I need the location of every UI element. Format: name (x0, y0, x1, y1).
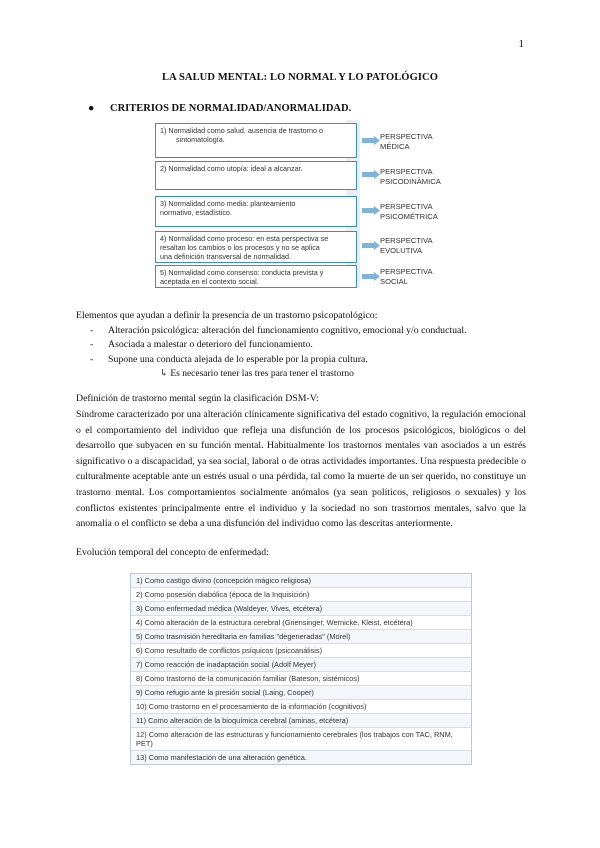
criteria-box-text: sintomatología. (176, 135, 225, 144)
list-item (76, 353, 467, 367)
criteria-heading-text: CRITERIOS DE NORMALIDAD/ANORMALIDAD. (110, 103, 352, 114)
definition-title: Definición de trastorno mental según la clasificación DSM-V: (76, 393, 319, 404)
dash: - (90, 339, 94, 351)
perspective-name: SOCIAL (380, 276, 408, 286)
perspective-name: MÉDICA (380, 141, 410, 151)
list-item (76, 338, 467, 352)
perspective-name: EVOLUTIVA (380, 245, 423, 255)
list-item-text: Asociada a malestar o deterioro del funcionamiento. (108, 339, 313, 351)
table-row: 3) Como enfermedad médica (Waldeyer, Vives, etcétera) (131, 602, 471, 616)
table-row: 12) Como alteración de las estructuras y funcionamiento cerebrales (los trabajos con TAC, RNM, PET) (131, 728, 471, 751)
elements-list (76, 324, 467, 367)
arrow-right-icon (362, 136, 380, 145)
table-row: 11) Como alteración de la bioquímica cerebral (aminas, etcétera) (131, 714, 471, 728)
criteria-box-text: 4) Normalidad como proceso: en esta perspectiva se (160, 234, 329, 243)
table-row: 13) Como manifestación de una alteración genética. (131, 751, 471, 764)
criteria-box-4 (155, 231, 357, 263)
arrow-right-icon (362, 170, 380, 179)
criteria-box-text: una definición transversal de normalidad. (160, 252, 292, 261)
perspective-label: PERSPECTIVA (380, 236, 433, 245)
perspective-1 (380, 132, 433, 151)
table-row: 4) Como alteración de la estructura cerebral (Griensinger, Wernicke, Kleist, etcétera) (131, 616, 471, 630)
arrow-right-icon (362, 272, 380, 281)
criteria-box-1 (155, 123, 357, 158)
table-row: 10) Como trastorno en el procesamiento de la información (cognitivos) (131, 700, 471, 714)
list-item-text: Alteración psicológica: alteración del funcionamiento cognitivo, emocional y/o conductual. (108, 325, 467, 336)
perspective-2 (380, 167, 441, 186)
evolution-title: Evolución temporal del concepto de enfermedad: (76, 547, 269, 558)
perspective-4 (380, 236, 433, 255)
perspective-5 (380, 267, 433, 286)
perspective-label: PERSPECTIVA (380, 202, 433, 211)
criteria-box-text: 3) Normalidad como media: planteamiento (160, 199, 296, 208)
dash: - (90, 353, 94, 365)
list-item-text: Supone una conducta alejada de lo esperable por la propia cultura. (108, 353, 368, 365)
perspective-label: PERSPECTIVA (380, 267, 433, 276)
perspective-label: PERSPECTIVA (380, 167, 433, 176)
criteria-heading (88, 103, 351, 114)
note: ↳ Es necesario tener las tres para tener el trastorno (160, 369, 354, 379)
table-row: 5) Como trasmisión hereditaria en familias "degeneradas" (Morel) (131, 630, 471, 644)
table-row: 9) Como refugio ante la presión social (Laing, Cooper) (131, 686, 471, 700)
dash: - (90, 325, 94, 336)
criteria-box-text: 5) Normalidad como consenso: conducta prevista y (160, 268, 324, 277)
evolution-table (130, 573, 472, 765)
perspective-3 (380, 202, 438, 221)
elements-intro: Elementos que ayudan a definir la presencia de un trastorno psicopatológico: (76, 310, 378, 321)
table-row: 8) Como trastorno de la comunicación familiar (Bateson, sistémicos) (131, 672, 471, 686)
criteria-box-text: aceptada en el contexto social. (160, 277, 259, 286)
perspective-label: PERSPECTIVA (380, 132, 433, 141)
page-title: LA SALUD MENTAL: LO NORMAL Y LO PATOLÓGICO (162, 72, 438, 83)
table-row: 7) Como reacción de inadaptación social (Adolf Meyer) (131, 658, 471, 672)
bullet-icon: ● (88, 103, 95, 114)
criteria-box-text: 2) Normalidad como utopía: ideal a alcanzar. (160, 164, 303, 173)
criteria-box-text: normativo, estadístico. (160, 208, 232, 217)
criteria-box-text: resaltan los cambios o los procesos y no se aplica (160, 243, 320, 252)
arrow-right-icon (362, 241, 380, 250)
perspective-name: PSICOMÉTRICA (380, 211, 438, 221)
criteria-box-text: 1) Normalidad como salud, ausencia de trastorno o (160, 126, 324, 135)
table-row: 2) Como posesión diabólica (época de la Inquisición) (131, 588, 471, 602)
criteria-box-5 (155, 265, 357, 288)
criteria-box-3 (155, 196, 357, 227)
criteria-box-2 (155, 161, 357, 190)
arrow-right-icon (362, 206, 380, 215)
definition-body: Síndrome caracterizado por una alteración clínicamente significativa del estado cognitivo, la regulación emocional o el comportamiento del individuo que refleja una disfunción de los procesos psicológicos, biológicos o del desarrollo que subyacen en su función mental. Habitualmente los trastornos mentales van asociados a un estrés significativo o a discapacidad, ya sea social, laboral o de otras actividades importantes. Una respuesta predecible o culturalmente aceptable ante un estrés usual o una pérdida, tal como la muerte de un ser querido, no constituye un trastorno mental. Los comportamientos socialmente anómalos (ya sean políticos, religiosos o sexuales) y los conflictos existentes principalmente entre el individuo y la sociedad no son trastornos mentales, salvo que la anomalía o el conflicto se deba a una disfunción del individuo como las descritas anteriormente. (76, 409, 526, 530)
table-row: 1) Como castigo divino (concepción mágico religiosa) (131, 574, 471, 588)
perspective-name: PSICODINÁMICA (380, 176, 441, 186)
list-item (76, 324, 467, 338)
page-number: 1 (518, 38, 524, 50)
table-row: 6) Como resultado de conflictos psíquicos (psicoanálisis) (131, 644, 471, 658)
